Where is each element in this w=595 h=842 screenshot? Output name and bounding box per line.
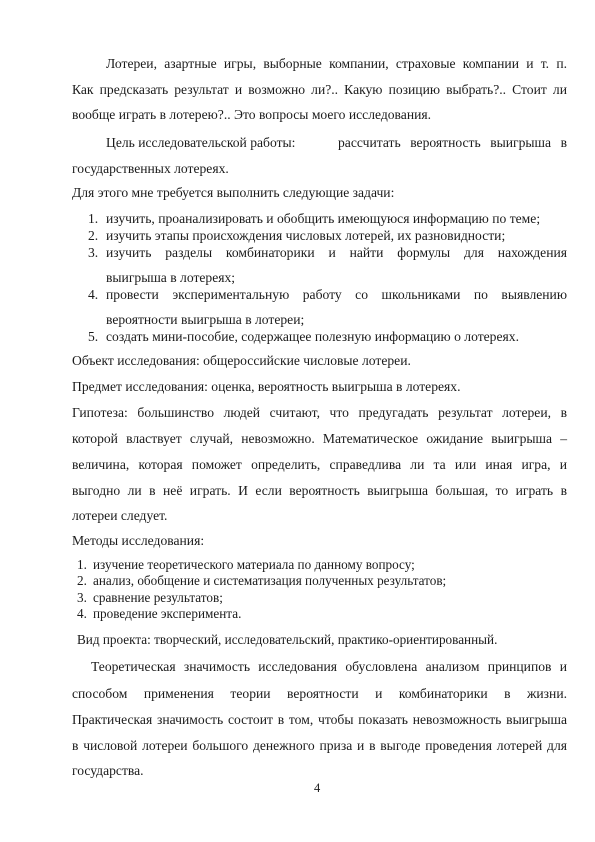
hypothesis-line-3: величина, которая поможет определить, справедлива ли та или иная игра, и — [72, 457, 567, 472]
goal-text: рассчитать вероятность выигрыша в — [338, 135, 567, 150]
research-subject: Предмет исследования: оценка, вероятность выигрыша в лотереях. — [72, 379, 461, 394]
methods-title: Методы исследования: — [72, 533, 205, 548]
task-number: 1. — [88, 211, 99, 226]
method-item: сравнение результатов; — [93, 590, 223, 605]
method-number: 1. — [77, 557, 87, 572]
significance-line-5: государства. — [72, 763, 144, 778]
task-item: изучить этапы происхождения числовых лотерей, их разновидности; — [106, 228, 506, 243]
research-object: Объект исследования: общероссийские числовые лотереи. — [72, 353, 411, 368]
hypothesis-line-1: Гипотеза: большинство людей считают, что предугадать результат лотереи, в — [72, 405, 567, 420]
significance-line-4: в числовой лотереи большого денежного приза и в выгоде проведения лотерей для — [72, 738, 567, 753]
method-number: 3. — [77, 590, 87, 605]
task-number: 4. — [88, 287, 99, 302]
intro-line-3: вообще играть в лотерею?.. Это вопросы моего исследования. — [72, 107, 432, 122]
task-number: 5. — [88, 329, 99, 344]
goal-label: Цель исследовательской работы: — [106, 135, 296, 150]
method-number: 2. — [77, 573, 87, 588]
task-item: изучить разделы комбинаторики и найти формулы для нахождения — [106, 245, 567, 260]
method-item: проведение эксперимента. — [93, 606, 242, 621]
tasks-intro: Для этого мне требуется выполнить следующие задачи: — [72, 185, 395, 200]
method-number: 4. — [77, 606, 87, 621]
hypothesis-line-4: выгодно ли в неё играть. И если вероятность выигрыша большая, то играть в — [72, 483, 567, 498]
goal-line-2: государственных лотереях. — [72, 161, 229, 176]
hypothesis-line-2: которой властвует случай, невозможно. Математическое ожидание выигрыша – — [72, 431, 567, 446]
task-item: провести экспериментальную работу со школьниками по выявлению — [106, 287, 567, 302]
method-item: изучение теоретического материала по данному вопросу; — [93, 557, 415, 572]
task-item-continuation: выигрыша в лотереях; — [106, 270, 236, 285]
significance-line-3: Практическая значимость состоит в том, чтобы показать невозможность выигрыша — [72, 712, 567, 727]
significance-line-1: Теоретическая значимость исследования обусловлена анализом принципов и — [91, 659, 567, 674]
page-number: 4 — [314, 781, 321, 795]
project-type: Вид проекта: творческий, исследовательский, практико-ориентированный. — [77, 632, 498, 647]
task-item: изучить, проанализировать и обобщить имеющуюся информацию по теме; — [106, 211, 541, 226]
task-number: 3. — [88, 245, 99, 260]
significance-line-2: способом применения теории вероятности и комбинаторики в жизни. — [72, 686, 567, 701]
intro-line-1: Лотереи, азартные игры, выборные компании, страховые компании и т. п. — [106, 56, 567, 71]
task-item: создать мини-пособие, содержащее полезную информацию о лотереях. — [106, 329, 519, 344]
hypothesis-line-5: лотереи следует. — [72, 508, 168, 523]
task-number: 2. — [88, 228, 99, 243]
method-item: анализ, обобщение и систематизация полученных результатов; — [93, 573, 447, 588]
intro-line-2: Как предсказать результат и возможно ли?.. Какую позицию выбрать?.. Стоит ли — [72, 82, 567, 97]
task-item-continuation: вероятности выигрыша в лотереи; — [106, 312, 305, 327]
